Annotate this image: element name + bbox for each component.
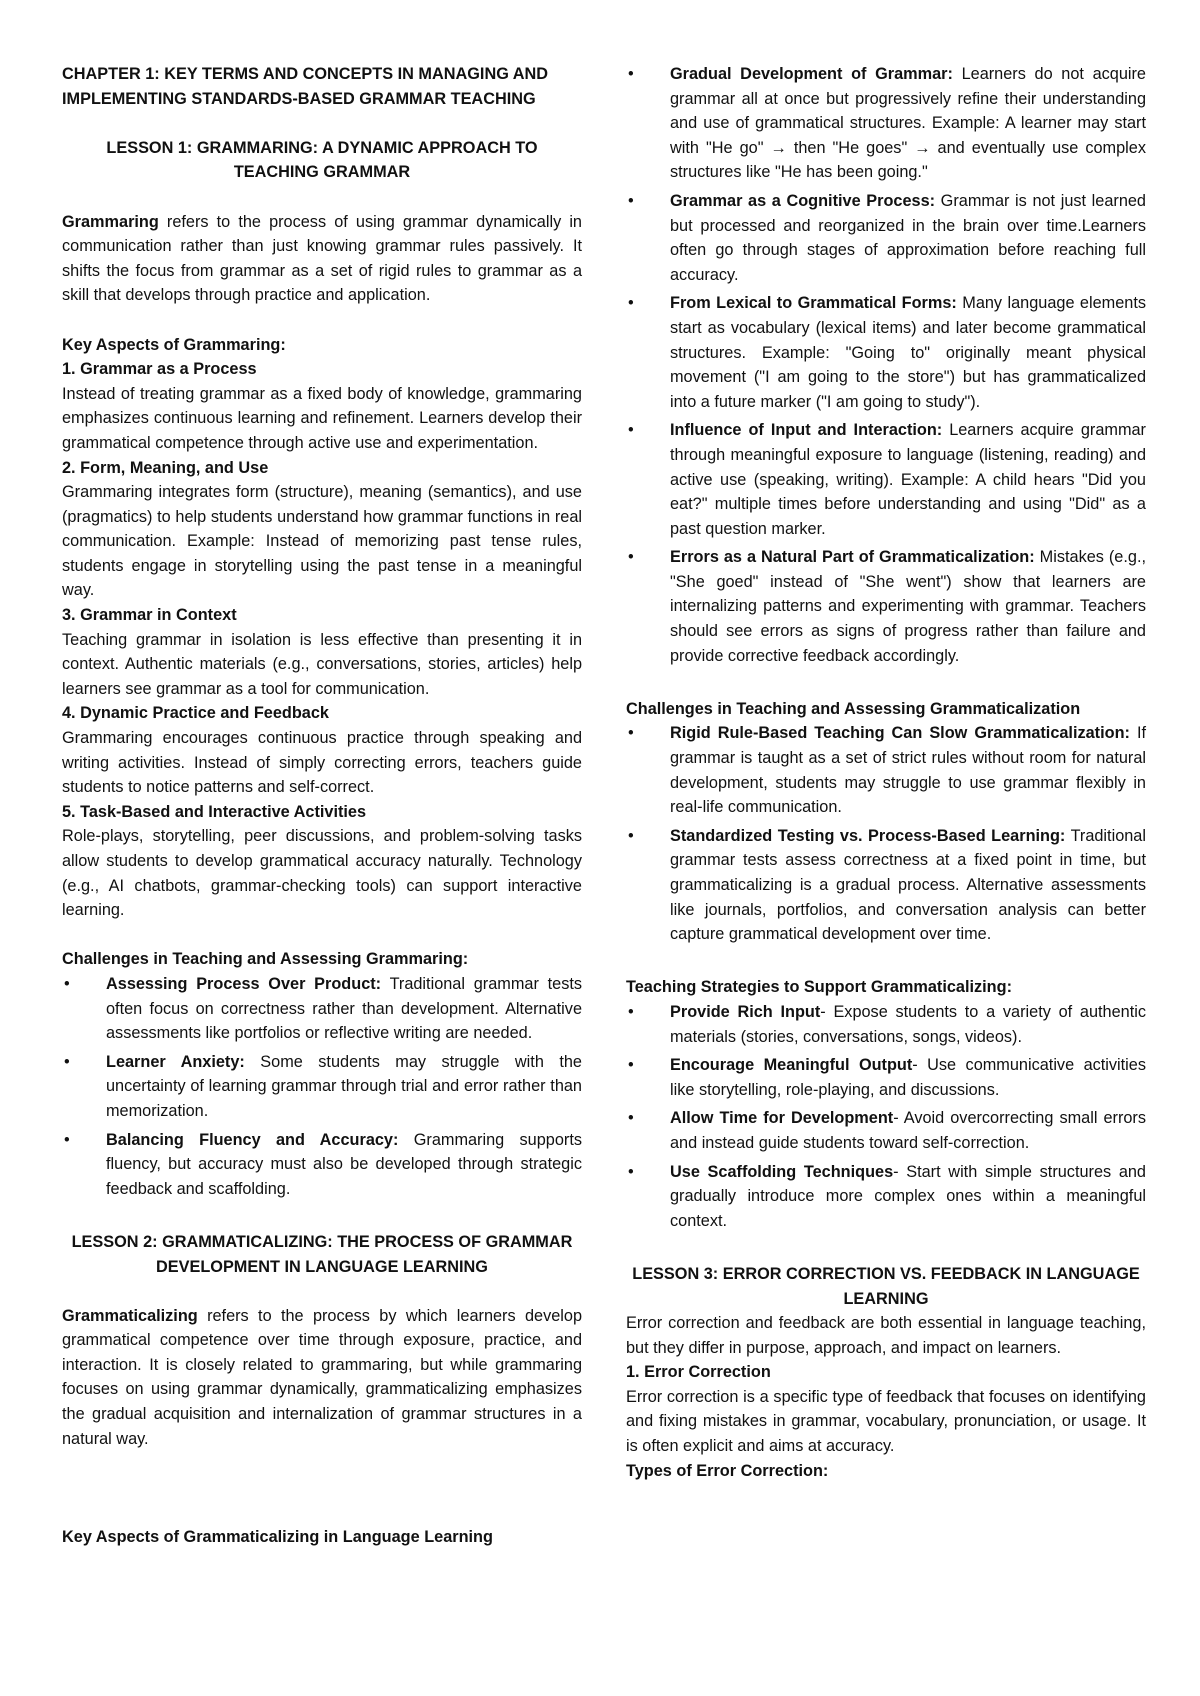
item-body: - Expose students to a variety of authentic materials (stories, conversations, songs, videos). (670, 1002, 1146, 1046)
lesson3-intro: Error correction and feedback are both essential in language teaching, but they differ in purpose, approach, and impact on learners. (626, 1314, 1146, 1357)
item-body: - Use communicative activities like storytelling, role-playing, and discussions. (670, 1056, 1146, 1099)
bullet-icon: • (628, 191, 634, 210)
error-correction-body: Error correction is a specific type of feedback that focuses on identifying and fixing mistakes in grammar, vocabulary, pronunciation, or usage. It is often explicit and aims at accuracy. (626, 1387, 1146, 1456)
item-title: Rigid Rule-Based Teaching Can Slow Grammaticalization: (670, 724, 1130, 743)
bullet-icon: • (628, 1162, 634, 1181)
aspect-title: 4. Dynamic Practice and Feedback (62, 704, 329, 723)
aspect-title: 3. Grammar in Context (62, 606, 237, 625)
list-item (62, 972, 582, 1046)
list-item (62, 1128, 582, 1202)
list-item (626, 1053, 1146, 1102)
aspect-body: Teaching grammar in isolation is less effective than presenting it in context. Authentic materials (e.g., conversations, stories, articles) help learners see grammar as a tool for communication. (62, 630, 582, 698)
list-item (626, 545, 1146, 668)
bullet-icon: • (628, 1002, 634, 1021)
list-item (626, 824, 1146, 947)
item-title: Grammar as a Cognitive Process: (670, 191, 936, 210)
aspect-title: 2. Form, Meaning, and Use (62, 458, 269, 477)
key-aspects-heading: Key Aspects of Grammaring: (62, 335, 286, 354)
challenges2-list (626, 721, 1146, 946)
list-item (62, 1050, 582, 1124)
bullet-icon: • (628, 294, 634, 313)
grammaring-def-text: refers to the process of using grammar dynamically in communication rather than just knowing grammar rules passively. It shifts the focus from grammar as a set of rigid rules to grammar as a skill that develops through practice and application. (62, 212, 582, 305)
bullet-icon: • (628, 724, 634, 743)
lesson2-title: LESSON 2: GRAMMATICALIZING: THE PROCESS OF GRAMMAR DEVELOPMENT IN LANGUAGE LEARNING (71, 1232, 573, 1276)
item-title: Standardized Testing vs. Process-Based Learning: (670, 826, 1066, 845)
error-correction-heading: 1. Error Correction (626, 1363, 771, 1382)
types-heading: Types of Error Correction: (626, 1461, 829, 1480)
item-body: Mistakes (e.g., "She goed" instead of "She went") show that learners are internalizing patterns and experimenting with grammar. Teachers should see errors as signs of progress rather than failure and provide corrective feedback accordingly. (670, 548, 1146, 665)
grammaring-definition (62, 210, 582, 308)
bullet-icon: • (628, 1109, 634, 1128)
bullet-icon: • (628, 421, 634, 440)
left-column (62, 62, 582, 1550)
aspects2-list (626, 62, 1146, 668)
grammaring-term: Grammaring (62, 212, 159, 231)
item-body: Grammaring supports fluency, but accuracy must also be developed through strategic feedback and scaffolding. (106, 1130, 582, 1198)
item-body: Some students may struggle with the uncertainty of learning grammar through trial and error rather than memorization. (106, 1052, 582, 1120)
item-title: Learner Anxiety: (106, 1052, 245, 1071)
item-title: Influence of Input and Interaction: (670, 421, 943, 440)
challenges2-heading: Challenges in Teaching and Assessing Grammaticalization (626, 699, 1081, 718)
challenges-heading: Challenges in Teaching and Assessing Grammaring: (62, 950, 469, 969)
item-title: From Lexical to Grammatical Forms: (670, 294, 957, 313)
item-title: Use Scaffolding Techniques (670, 1162, 894, 1181)
item-body: Many language elements start as vocabulary (lexical items) and later become grammatical structures. Example: "Going to" originally meant physical movement ("I am going to the store") but has grammaticalized into a future marker ("I am going to study"). (670, 294, 1146, 411)
right-column (626, 62, 1146, 1483)
item-body: Learners do not acquire grammar all at once but progressively refine their understanding and use of grammatical structures. Example: A learner may start with "He go" → then "He goes" → and eventually use complex structures like "He has been going." (670, 65, 1146, 182)
item-body: Grammar is not just learned but processed and reorganized in the brain over time.Learners often go through stages of approximation before reaching full accuracy. (670, 191, 1146, 284)
item-title: Allow Time for Development (670, 1109, 894, 1128)
item-body: - Start with simple structures and gradually introduce more complex ones within a meaningful context. (670, 1162, 1146, 1230)
item-title: Assessing Process Over Product: (106, 974, 382, 993)
grammaticalizing-term: Grammaticalizing (62, 1306, 198, 1325)
item-body: If grammar is taught as a set of strict rules without room for natural development, students may struggle to use grammar flexibly in real-life communication. (670, 724, 1146, 817)
item-title: Balancing Fluency and Accuracy: (106, 1130, 399, 1149)
item-body: - Avoid overcorrecting small errors and instead guide students toward self-correction. (670, 1109, 1146, 1152)
item-body: Learners acquire grammar through meaningful exposure to language (listening, reading) and active use (speaking, writing). Example: A child hears "Did you eat?" multiple times before understanding and using "Did" as a past question marker. (670, 421, 1146, 538)
list-item (626, 721, 1146, 819)
item-body: Traditional grammar tests often focus on correctness rather than development. Alternative assessments like portfolios or reflective writing are needed. (106, 974, 582, 1043)
aspect-body: Grammaring integrates form (structure), meaning (semantics), and use (pragmatics) to help students understand how grammar functions in real communication. Example: Instead of memorizing past tense rules, students engage in storytelling using the past tense in a meaningful way. (62, 483, 582, 600)
aspect-body: Instead of treating grammar as a fixed body of knowledge, grammaring emphasizes continuous learning and refinement. Learners develop their grammatical competence through active use and experimentation. (62, 384, 582, 452)
bullet-icon: • (64, 1130, 70, 1149)
list-item (626, 418, 1146, 541)
item-title: Provide Rich Input (670, 1002, 821, 1021)
aspect-body: Role-plays, storytelling, peer discussions, and problem-solving tasks allow students to develop grammatical accuracy naturally. Technology (e.g., AI chatbots, grammar-checking tools) can support interactive learning. (62, 827, 582, 920)
list-item (626, 1000, 1146, 1049)
item-body: Traditional grammar tests assess correctness at a fixed point in time, but grammaticalizing is a gradual process. Alternative assessments like journals, portfolios, and conversation analysis can better capture grammatical development over time. (670, 826, 1146, 944)
list-item (626, 291, 1146, 414)
chapter-title: CHAPTER 1: KEY TERMS AND CONCEPTS IN MANAGING AND IMPLEMENTING STANDARDS-BASED GRAMMAR TEACHING (62, 65, 549, 108)
bullet-icon: • (628, 826, 634, 845)
bullet-icon: • (628, 1056, 634, 1075)
item-title: Encourage Meaningful Output (670, 1056, 913, 1075)
item-title: Gradual Development of Grammar: (670, 65, 953, 83)
strategies-heading: Teaching Strategies to Support Grammaticalizing: (626, 978, 1012, 997)
strategies-list (626, 1000, 1146, 1233)
bullet-icon: • (64, 974, 70, 993)
bullet-icon: • (64, 1052, 70, 1071)
lesson3-title: LESSON 3: ERROR CORRECTION VS. FEEDBACK IN LANGUAGE LEARNING (632, 1264, 1140, 1308)
list-item (626, 1160, 1146, 1234)
bullet-icon: • (628, 548, 634, 567)
list-item (626, 1106, 1146, 1155)
aspect-title: 1. Grammar as a Process (62, 360, 257, 379)
aspect-title: 5. Task-Based and Interactive Activities (62, 802, 367, 821)
bullet-icon: • (628, 65, 634, 83)
list-item (626, 62, 1146, 185)
item-title: Errors as a Natural Part of Grammaticalization: (670, 548, 1035, 567)
lesson1-title: LESSON 1: GRAMMARING: A DYNAMIC APPROACH TO TEACHING GRAMMAR (106, 138, 538, 182)
list-item (626, 189, 1146, 287)
key-aspects2-heading: Key Aspects of Grammaticalizing in Language Learning (62, 1528, 493, 1547)
challenges-list (62, 972, 582, 1201)
aspect-body: Grammaring encourages continuous practice through speaking and writing activities. Instead of simply correcting errors, teachers guide students to notice patterns and self-correct. (62, 729, 582, 797)
grammaticalizing-definition (62, 1304, 582, 1452)
grammaticalizing-def-text: refers to the process by which learners develop grammatical competence over time through exposure, practice, and interaction. It is closely related to grammaring, but while grammaring focuses on using grammar dynamically, grammaticalizing emphasizes the gradual acquisition and internalization of grammar structures in a natural way. (62, 1306, 582, 1448)
